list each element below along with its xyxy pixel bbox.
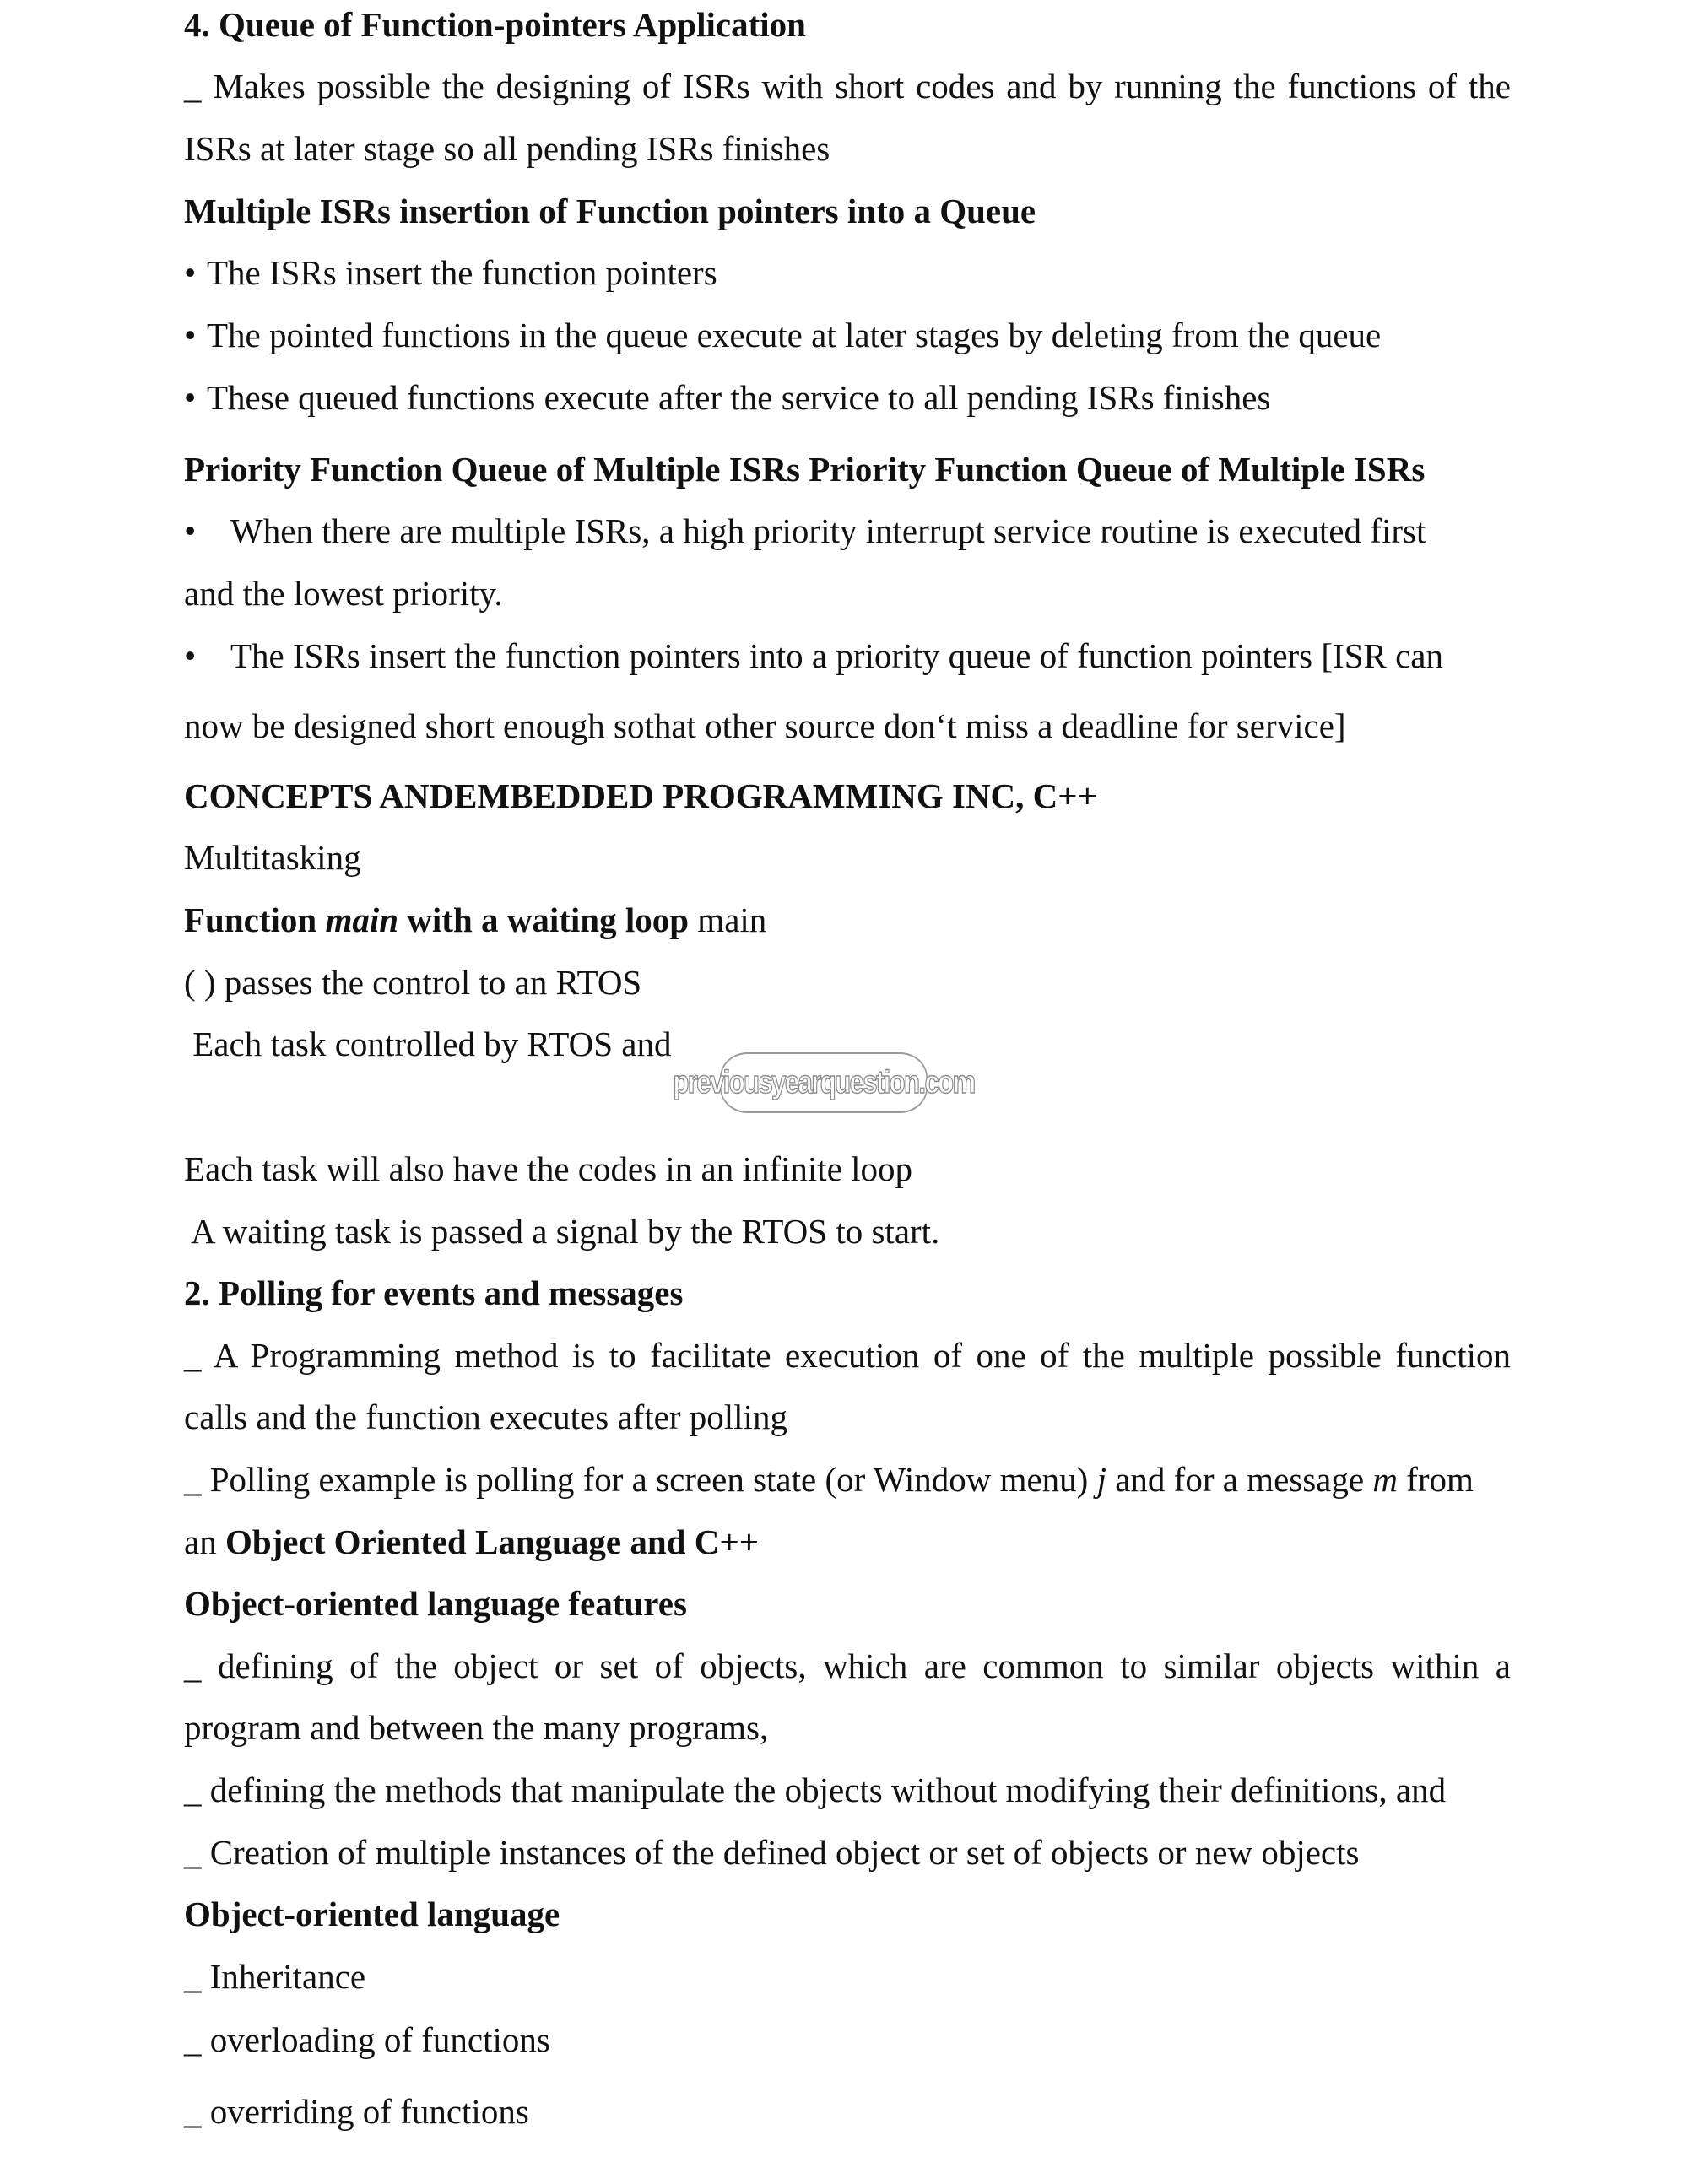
heading-polling: 2. Polling for events and messages — [184, 1273, 684, 1312]
paragraph-line: ISRs at later stage so all pending ISRs finishes — [184, 129, 830, 168]
paragraph-line: calls and the function executes after polling — [184, 1397, 787, 1436]
polling-variable-j: j — [1096, 1460, 1106, 1499]
bullet-text: When there are multiple ISRs, a high priority interrupt service routine is executed first — [230, 511, 1426, 550]
bullet-text: These queued functions execute after the service to all pending ISRs finishes — [207, 378, 1271, 417]
polling-example-text: _ Polling example is polling for a screen state (or Window menu) — [184, 1460, 1097, 1499]
bullet-glyph: • — [184, 316, 197, 354]
paragraph-line: _ defining of the object or set of objects, which are common to similar objects within a — [184, 1646, 1511, 1685]
list-item: _ overriding of functions — [184, 2092, 529, 2131]
bullet-glyph: • — [184, 636, 197, 675]
paragraph-line: Multitasking — [184, 838, 361, 877]
bullet-text: The pointed functions in the queue execute at later stages by deleting from the queue — [207, 316, 1382, 354]
heading-oo-features: Object-oriented language features — [184, 1584, 687, 1623]
bullet-glyph: • — [184, 511, 197, 550]
polling-example-text: from — [1397, 1460, 1474, 1499]
function-main-label-suffix: with a waiting loop — [398, 900, 690, 939]
paragraph-line: _ A Programming method is to facilitate execution of one of the multiple possible function — [184, 1336, 1511, 1375]
paragraph-line: program and between the many programs, — [184, 1708, 769, 1747]
paragraph-line: A waiting task is passed a signal by the RTOS to start. — [184, 1212, 940, 1251]
bullet-item — [184, 376, 1270, 419]
polling-variable-m: m — [1372, 1460, 1398, 1499]
bullet-item — [184, 314, 1381, 356]
heading-queue-application: 4. Queue of Function-pointers Application — [184, 5, 806, 44]
paragraph-line: and the lowest priority. — [184, 574, 503, 613]
oo-language-bold: Object Oriented Language and C++ — [225, 1522, 760, 1561]
paragraph-line: now be designed short enough sothat other source don‘t miss a deadline for service] — [184, 706, 1346, 745]
function-main-label: Function — [184, 900, 326, 939]
polling-example-text: and for a message — [1106, 1460, 1373, 1499]
paragraph-line: _ Makes possible the designing of ISRs with short codes and by running the functions of the — [184, 67, 1511, 105]
heading-multiple-isrs: Multiple ISRs insertion of Function pointers into a Queue — [184, 192, 1036, 230]
heading-priority-queue: Priority Function Queue of Multiple ISRs Priority Function Queue of Multiple ISRs — [184, 450, 1426, 489]
function-main-line — [184, 899, 766, 941]
paragraph-line: _ defining the methods that manipulate the objects without modifying their definitions, and — [184, 1770, 1447, 1809]
bullet-item — [184, 635, 1443, 677]
function-main-emphasis: main — [325, 900, 399, 939]
heading-oo-language: Object-oriented language — [184, 1895, 560, 1933]
function-main-tail: main — [689, 900, 767, 939]
paragraph-line: _ Creation of multiple instances of the defined object or set of objects or new objects — [184, 1833, 1360, 1872]
bullet-text: The ISRs insert the function pointers — [207, 253, 717, 292]
bullet-item — [184, 510, 1426, 552]
oo-language-prefix: an — [184, 1522, 225, 1561]
paragraph-line: ( ) passes the control to an RTOS — [184, 963, 642, 1002]
heading-concepts: CONCEPTS ANDEMBEDDED PROGRAMMING INC, C++ — [184, 776, 1097, 815]
polling-example-line — [184, 1458, 1474, 1500]
bullet-text: The ISRs insert the function pointers into a priority queue of function pointers [ISR can — [230, 636, 1443, 675]
watermark-logo: previousyearquestion.com — [720, 1052, 928, 1113]
bullet-glyph: • — [184, 253, 197, 292]
list-item: _ overloading of functions — [184, 2020, 550, 2059]
bullet-glyph: • — [184, 378, 197, 417]
paragraph-line: Each task controlled by RTOS and — [184, 1024, 672, 1063]
bullet-item — [184, 251, 717, 294]
list-item: _ Inheritance — [184, 1957, 366, 1996]
oo-language-line — [184, 1521, 759, 1563]
paragraph-line: Each task will also have the codes in an infinite loop — [184, 1149, 913, 1188]
